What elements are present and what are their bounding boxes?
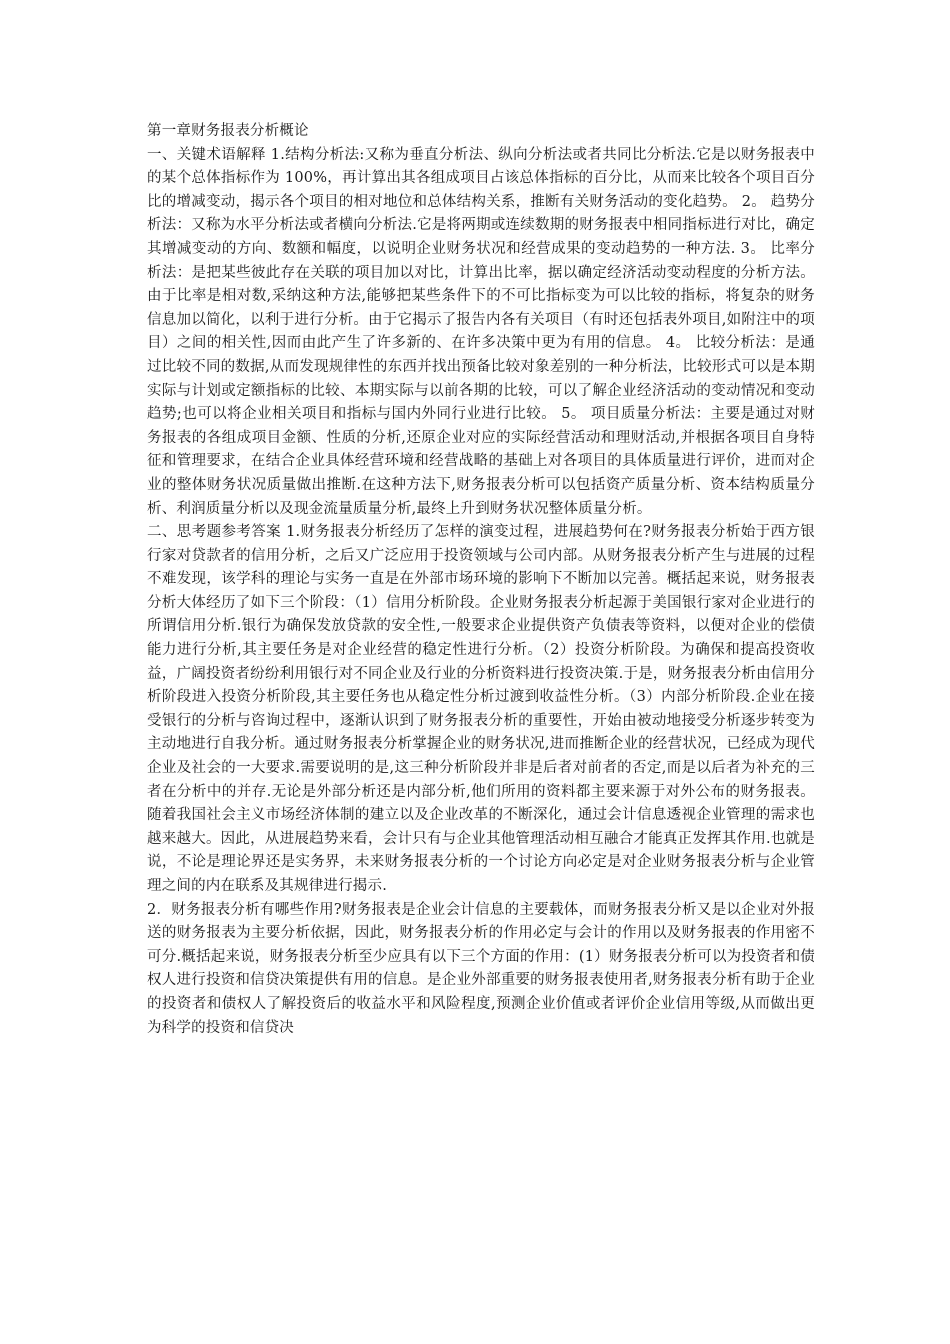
paragraph-answers: 二、思考题参考答案 1.财务报表分析经历了怎样的演变过程，进展趋势何在?财务报表分析始于西方银行家对贷款者的信用分析，之后又广泛应用于投资领域与公司内部。从财务报表分析产生与进展的过程不难发现，该学科的理论与实务一直是在外部市场环境的影响下不断加以完善。概括起来说，财务报表分析大体经历了如下三个阶段：（1）信用分析阶段。企业财务报表分析起源于美国银行家对企业进行的所谓信用分析.银行为确保发放贷款的安全性,一般要求企业提供资产负债表等资料，以便对企业的偿债能力进行分析,其主要任务是对企业经营的稳定性进行分析。（2）投资分析阶段。为确保和提高投资收益，广阔投资者纷纷利用银行对不同企业及行业的分析资料进行投资决策.于是，财务报表分析由信用分析阶段进入投资分析阶段,其主要任务也从稳定性分析过渡到收益性分析。（3）内部分析阶段.企业在接受银行的分析与咨询过程中，逐渐认识到了财务报表分析的重要性，开始由被动地接受分析逐步转变为主动地进行自我分析。通过财务报表分析掌握企业的财务状况,进而推断企业的经营状况，已经成为现代企业及社会的一大要求.需要说明的是,这三种分析阶段并非是后者对前者的否定,而是以后者为补充的三者在分析中的并存.无论是外部分析还是内部分析,他们所用的资料都主要来源于对外公布的财务报表。随着我国社会主义市场经济体制的建立以及企业改革的不断深化，通过会计信息透视企业管理的需求也越来越大。因此，从进展趋势来看，会计只有与企业其他管理活动相互融合才能真正发挥其作用.也就是说，不论是理论界还是实务界，未来财务报表分析的一个讨论方向必定是对企业财务报表分析与企业管理之间的内在联系及其规律进行揭示. bbox=[147, 524, 815, 894]
document-page bbox=[147, 120, 815, 1040]
chapter-title: 第一章财务报表分析概论 bbox=[147, 123, 309, 139]
paragraph-functions: 2．财务报表分析有哪些作用?财务报表是企业会计信息的主要载体，而财务报表分析又是以企业对外报送的财务报表为主要分析依据，因此，财务报表分析的作用必定与会计的作用以及财务报表的作用密不可分.概括起来说，财务报表分析至少应具有以下三个方面的作用：(1）财务报表分析可以为投资者和债权人进行投资和信贷决策提供有用的信息。是企业外部重要的财务报表使用者,财务报表分析有助于企业的投资者和债权人了解投资后的收益水平和风险程度,预测企业价值或者评价企业信用等级,从而做出更为科学的投资和信贷决 bbox=[147, 901, 815, 1036]
paragraph-key-terms: 一、关键术语解释 1.结构分析法:又称为垂直分析法、纵向分析法或者共同比分析法.它是以财务报表中的某个总体指标作为 100%，再计算出其各组成项目占该总体指标的百分比，从而来比较各个项目百分比的增减变动，揭示各个项目的相对地位和总体结构关系，推断有关财务活动的变化趋势。 2。 趋势分析法：又称为水平分析法或者横向分析法.它是将两期或连续数期的财务报表中相同指标进行对比，确定其增减变动的方向、数额和幅度，以说明企业财务状况和经营成果的变动趋势的一种方法. 3。 比率分析法：是把某些彼此存在关联的项目加以对比，计算出比率，据以确定经济活动变动程度的分析方法。由于比率是相对数,采纳这种方法,能够把某些条件下的不可比指标变为可以比较的指标，将复杂的财务信息加以简化，以利于进行分析。由于它揭示了报告内各有关项目（有时还包括表外项目,如附注中的项目）之间的相关性,因而由此产生了许多新的、在许多决策中更为有用的信息。 4。 比较分析法：是通过比较不同的数据,从而发现规律性的东西并找出预备比较对象差别的一种分析法，比较形式可以是本期实际与计划或定额指标的比较、本期实际与以前各期的比较，可以了解企业经济活动的变动情况和变动趋势;也可以将企业相关项目和指标与国内外同行业进行比较。 5。 项目质量分析法：主要是通过对财务报表的各组成项目金额、性质的分析,还原企业对应的实际经营活动和理财活动,并根据各项目自身特征和管理要求，在结合企业具体经营环境和经营战略的基础上对各项目的具体质量进行评价，进而对企业的整体财务状况质量做出推断.在这种方法下,财务报表分析可以包括资产质量分析、资本结构质量分析、利润质量分析以及现金流量质量分析,最终上升到财务状况整体质量分析。 bbox=[147, 146, 815, 517]
